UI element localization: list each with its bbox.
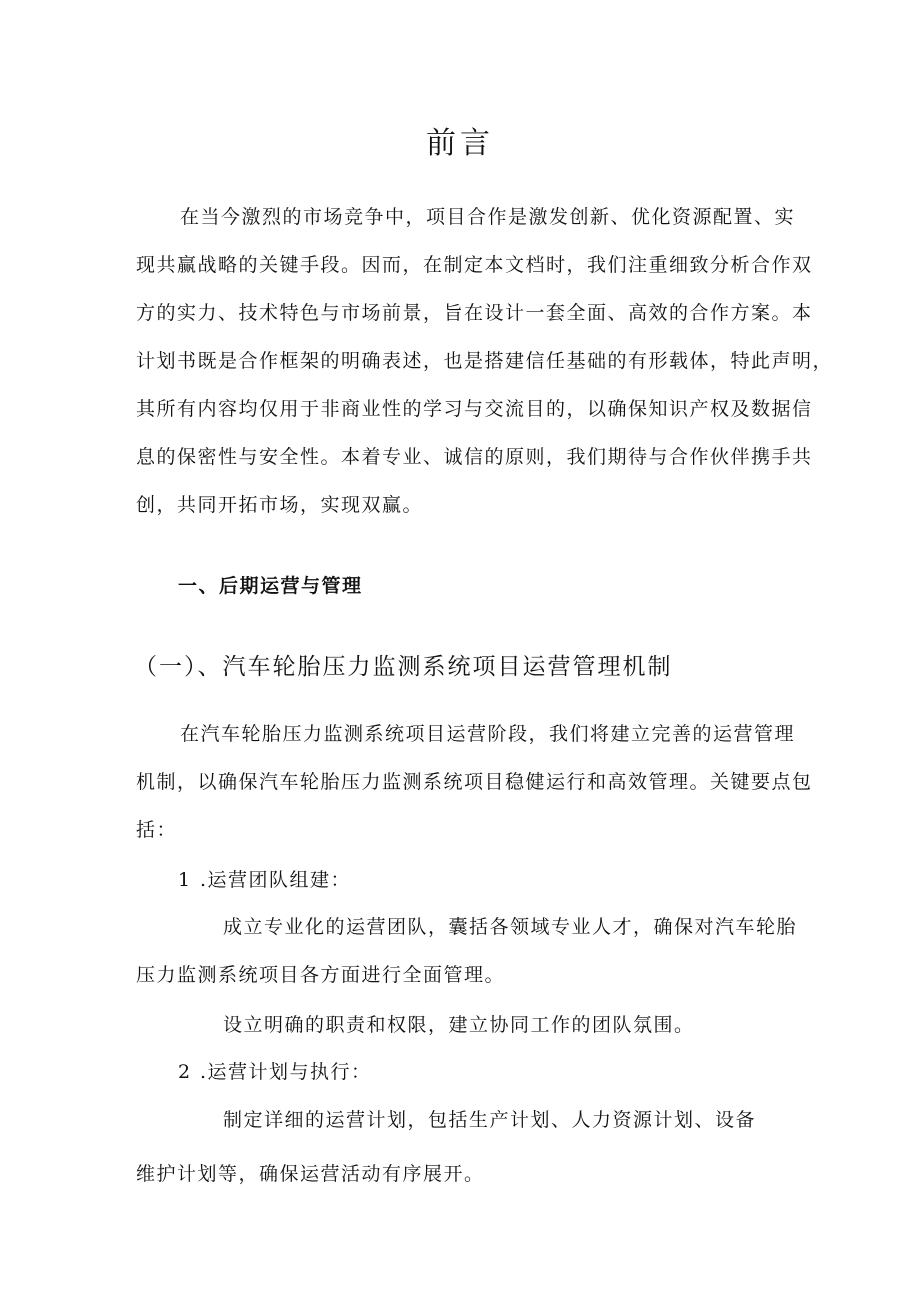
preface-line: 现共赢战略的关键手段。因而，在制定本文档时，我们注重细致分析合作双	[136, 254, 813, 276]
list-item-number: 1	[178, 869, 192, 891]
preface-line: 在当今激烈的市场竞争中，项目合作是激发创新、优化资源配置、实	[180, 206, 796, 228]
list-item-text: 制定详细的运营计划，包括生产计划、人力资源计划、设备	[223, 1109, 757, 1131]
intro-line: 在汽车轮胎压力监测系统项目运营阶段，我们将建立完善的运营管理	[180, 723, 796, 745]
list-item-number: 2	[178, 1061, 192, 1083]
intro-line: 机制，以确保汽车轮胎压力监测系统项目稳健运行和高效管理。关键要点包	[136, 771, 813, 793]
intro-line: 括：	[136, 819, 178, 841]
list-item-label: .运营计划与执行：	[200, 1061, 372, 1083]
list-item-text: 设立明确的职责和权限，建立协同工作的团队氛围。	[223, 1014, 695, 1036]
preface-line: 息的保密性与安全性。本着专业、诚信的原则，我们期待与合作伙伴携手共	[136, 446, 813, 468]
subsection-heading: （一）、汽车轮胎压力监测系统项目运营管理机制	[134, 654, 673, 680]
list-item-text: 压力监测系统项目各方面进行全面管理。	[136, 964, 506, 986]
preface-line: 创，共同开拓市场，实现双赢。	[136, 494, 424, 516]
list-item-text: 维护计划等，确保运营活动有序展开。	[136, 1163, 485, 1185]
list-item-label: .运营团队组建：	[200, 869, 352, 891]
preface-line: 计划书既是合作框架的明确表述，也是搭建信任基础的有形载体，特此声明，	[136, 350, 834, 372]
preface-line: 其所有内容均仅用于非商业性的学习与交流目的，以确保知识产权及数据信	[136, 398, 813, 420]
page-title: 前言	[426, 126, 494, 161]
preface-line: 方的实力、技术特色与市场前景，旨在设计一套全面、高效的合作方案。本	[136, 302, 813, 324]
section-heading: 一、后期运营与管理	[178, 575, 363, 597]
list-item-text: 成立专业化的运营团队，囊括各领域专业人才，确保对汽车轮胎	[223, 916, 798, 938]
